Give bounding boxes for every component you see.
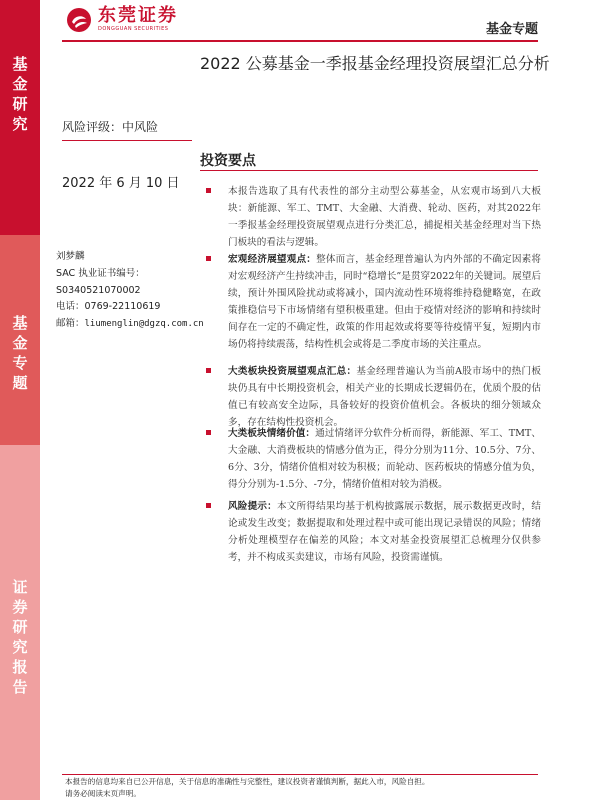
bullet-heading: 大类板块情绪价值： <box>228 428 316 439</box>
bullet-square-icon <box>206 368 211 373</box>
side-char: 券 <box>12 598 28 616</box>
license-number: S0340521070002 <box>56 284 141 296</box>
side-band-research <box>0 0 40 235</box>
author-phone: 电话：0769-22110619 <box>56 301 161 313</box>
side-char: 告 <box>12 678 28 696</box>
bullet-square-icon <box>206 188 211 193</box>
bullet-heading: 大类板块投资展望观点汇总： <box>228 366 357 377</box>
bullet-square-icon <box>206 430 211 435</box>
side-char: 研 <box>12 95 28 113</box>
section-title: 投资要点 <box>200 153 256 169</box>
brand-name-en: DONGGUAN SECURITIES <box>98 26 169 32</box>
side-char: 基 <box>12 55 28 73</box>
disclaimer-note: 请务必阅读末页声明。 <box>65 789 141 798</box>
side-char: 专 <box>12 354 28 372</box>
bullet-text: 通过情绪评分软件分析而得，新能源、军工、TMT、大金融、大消费板块的情感分值为正，得分分别为11分、10.5分、7分、6分、3分，情绪价值相对较为积极；而轮动、医药板块的情感分值为负，得分分别为-1.5分、-7分，情绪价值相对较为消极。 <box>228 428 542 490</box>
side-band-report <box>0 445 40 800</box>
list-item <box>206 363 542 428</box>
bullet-text: 基金经理普遍认为当前A股市场中的热门板块仍具有中长期投资机会，相关产业的长期成长逻辑仍在，优质个股的估值已有较高安全边际，具备较好的投资价值机会。各板块的细分领域众多，存在结构性投资机会。 <box>228 366 542 428</box>
side-char: 金 <box>12 334 28 352</box>
side-char: 报 <box>12 658 28 676</box>
brand-emblem-icon <box>66 7 92 33</box>
license-label: SAC 执业证书编号： <box>56 267 145 279</box>
list-item <box>206 498 541 566</box>
email-label: 邮箱： <box>56 318 85 330</box>
report-title: 2022 公募基金一季报基金经理投资展望汇总分析 <box>200 54 550 73</box>
header-divider <box>62 40 538 42</box>
risk-rating: 风险评级：中风险 <box>62 120 159 134</box>
side-char: 究 <box>12 638 28 656</box>
side-char: 研 <box>12 618 28 636</box>
footer-disclaimer <box>65 776 565 800</box>
side-char: 究 <box>12 115 28 133</box>
bullet-square-icon <box>206 503 211 508</box>
report-type-label: 基金专题 <box>485 22 538 37</box>
author-block <box>56 249 204 333</box>
list-item <box>206 425 541 495</box>
side-char: 金 <box>12 75 28 93</box>
side-char: 基 <box>12 314 28 332</box>
highlights-list <box>206 183 541 566</box>
side-char: 题 <box>12 374 28 392</box>
report-date: 2022 年 6 月 10 日 <box>62 176 180 191</box>
brand-logo <box>66 6 178 33</box>
side-char: 证 <box>12 578 28 596</box>
author-email-row <box>56 316 204 333</box>
bullet-text: 本报告选取了具有代表性的部分主动型公募基金，从宏观市场到八大板块：新能源、军工、TMT、大金融、大消费、轮动、医药，对其2022年一季报基金经理投资展望观点进行分类汇总，捕捉相关基金经理对当下热门板块的看法与逻辑。 <box>228 186 541 248</box>
bullet-heading: 宏观经济展望观点： <box>228 254 317 265</box>
list-item <box>206 183 541 249</box>
meta-divider <box>62 140 192 141</box>
author-name: 刘梦麟 <box>56 251 85 262</box>
list-item <box>206 251 541 359</box>
bullet-heading: 风险提示： <box>228 501 277 512</box>
author-email[interactable]: liumenglin@dgzq.com.cn <box>84 319 204 330</box>
bullet-text: 本文所得结果均基于机构披露展示数据，展示数据更改时，结论或发生改变；数据提取和处理过程中或可能出现记录错误的风险；情绪分析处理模型存在偏差的风险；本文对基金投资展望汇总梳理分仅供参考，并不构成买卖建议，市场有风险，投资需谨慎。 <box>228 501 542 563</box>
bullet-text: 整体而言，基金经理普遍认为内外部的不确定因素将对宏观经济产生持续冲击，同时“稳增长”是贯穿2022年的关键词。展望后续，预计外围风险扰动或将减小，国内流动性环境将维持稳健略宽，在政策推稳信号下市场情绪有望积极重建。但由于疫情对经济的影响和持续时间存在一定的不确定性，政策的作用起效或将要等待疫情平复，短期内市场仍将持续震荡，结构性机会或将是二季度市场的关注重点。 <box>228 254 542 350</box>
brand-name-cn: 东莞证券 <box>98 5 178 26</box>
bullet-square-icon <box>206 256 211 261</box>
section-divider <box>200 170 538 171</box>
footer-divider <box>62 774 538 775</box>
disclaimer-line: 本报告的信息均来自已公开信息，关于信息的准确性与完整性，建议投资者谨慎判断，据此入市，风险自担。 <box>65 777 430 786</box>
side-band-topic <box>0 235 40 445</box>
